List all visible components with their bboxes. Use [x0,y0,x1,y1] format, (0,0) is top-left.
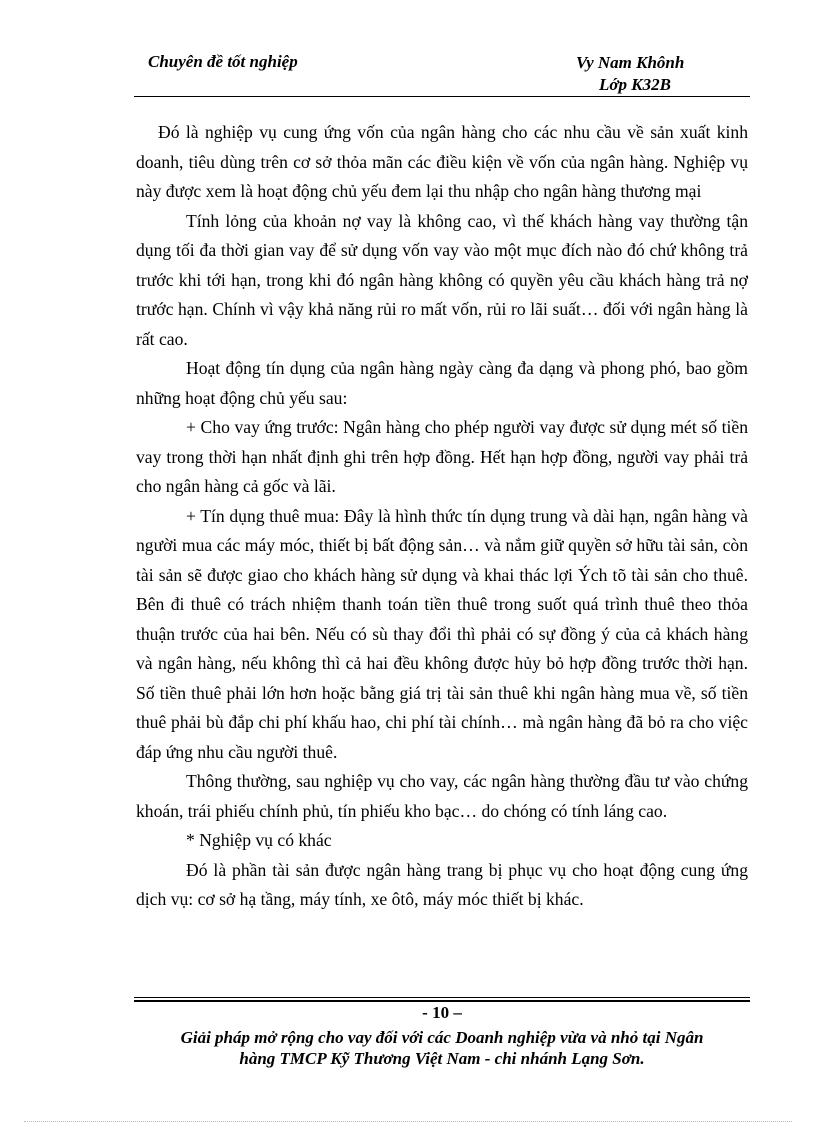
document-body [136,118,748,915]
header-course-title: Chuyên đề tốt nghiệp [148,52,298,71]
paragraph-6: Thông thường, sau nghiệp vụ cho vay, các ngân hàng thường đầu tư vào chứng khoán, trái phiếu chính phủ, tín phiếu kho bạc… do chóng có tính láng cao. [136,771,748,821]
header-divider [134,96,750,97]
page-number: - 10 – [422,1003,462,1022]
paragraph-7: * Nghiệp vụ có khác [186,830,332,850]
header-author-block [576,52,684,96]
footer-thesis-title [134,1027,750,1069]
paragraph-3: Hoạt động tín dụng của ngân hàng ngày càng đa dạng và phong phó, bao gồm những hoạt động chủ yếu sau: [136,358,748,408]
paragraph-8: Đó là phần tài sản được ngân hàng trang bị phục vụ cho hoạt động cung ứng dịch vụ: cơ sở hạ tầng, máy tính, xe ôtô, máy móc thiết bị khác. [136,859,748,909]
header-class: Lớp K32B [599,75,671,94]
paragraph-1: Đó là nghiệp vụ cung ứng vốn của ngân hàng cho các nhu cầu về sản xuất kinh doanh, tiêu dùng trên cơ sở thỏa mãn các điều kiện về vốn của ngân hàng. Nghiệp vụ này được xem là hoạt động chủ yếu đem lại thu nhập cho ngân hàng thương mại [136,122,748,201]
header-author-name: Vy Nam Khônh [576,53,685,72]
footer-divider-thick [134,1000,750,1002]
paragraph-4: + Cho vay ứng trước: Ngân hàng cho phép người vay được sử dụng mét số tiền vay trong thời hạn nhất định ghi trên hợp đồng. Hết hạn hợp đồng, người vay phải trả cho ngân hàng cả gốc và lãi. [136,417,748,496]
paragraph-5: + Tín dụng thuê mua: Đây là hình thức tín dụng trung và dài hạn, ngân hàng và người mua các máy móc, thiết bị bất động sản… và nắm giữ quyền sở hữu tài sản, còn tài sản sẽ được giao cho khách hàng sử dụng và khai thác lợi Ých tõ tài sản cho thuê. Bên đi thuê có trách nhiệm thanh toán tiền thuê trong suốt quá trình thuê theo thỏa thuận trước của hai bên. Nếu có sù thay đổi thì phải có sự đồng ý của cả khách hàng và ngân hàng, nếu không thì cả hai đều không được hủy bỏ hợp đồng trước thời hạn. Số tiền thuê phải lớn hơn hoặc bằng giá trị tài sản thuê khi ngân hàng mua về, số tiền thuê phải bù đắp chi phí khấu hao, chi phí tài chính… mà ngân hàng đã bỏ ra cho việc đáp ứng nhu cầu người thuê. [136,505,748,762]
footer-divider-thin [134,997,750,998]
footer-title-line-1: Giải pháp mở rộng cho vay đối với các Doanh nghiệp vừa và nhỏ tại Ngân [180,1028,704,1047]
paragraph-2: Tính lỏng của khoản nợ vay là không cao, vì thế khách hàng vay thường tận dụng tối đa thời gian vay để sử dụng vốn vay vào một mục đích nào đó chứ không trả trước khi tới hạn, trong khi đó ngân hàng không có quyền yêu cầu khách hàng trả nợ trước hạn. Chính vì vậy khả năng rủi ro mất vốn, rủi ro lãi suất… đối với ngân hàng là rất cao. [136,210,748,349]
footer-title-line-2: hàng TMCP Kỹ Thương Việt Nam - chi nhánh Lạng Sơn. [239,1049,645,1068]
page-bottom-edge [24,1121,792,1122]
